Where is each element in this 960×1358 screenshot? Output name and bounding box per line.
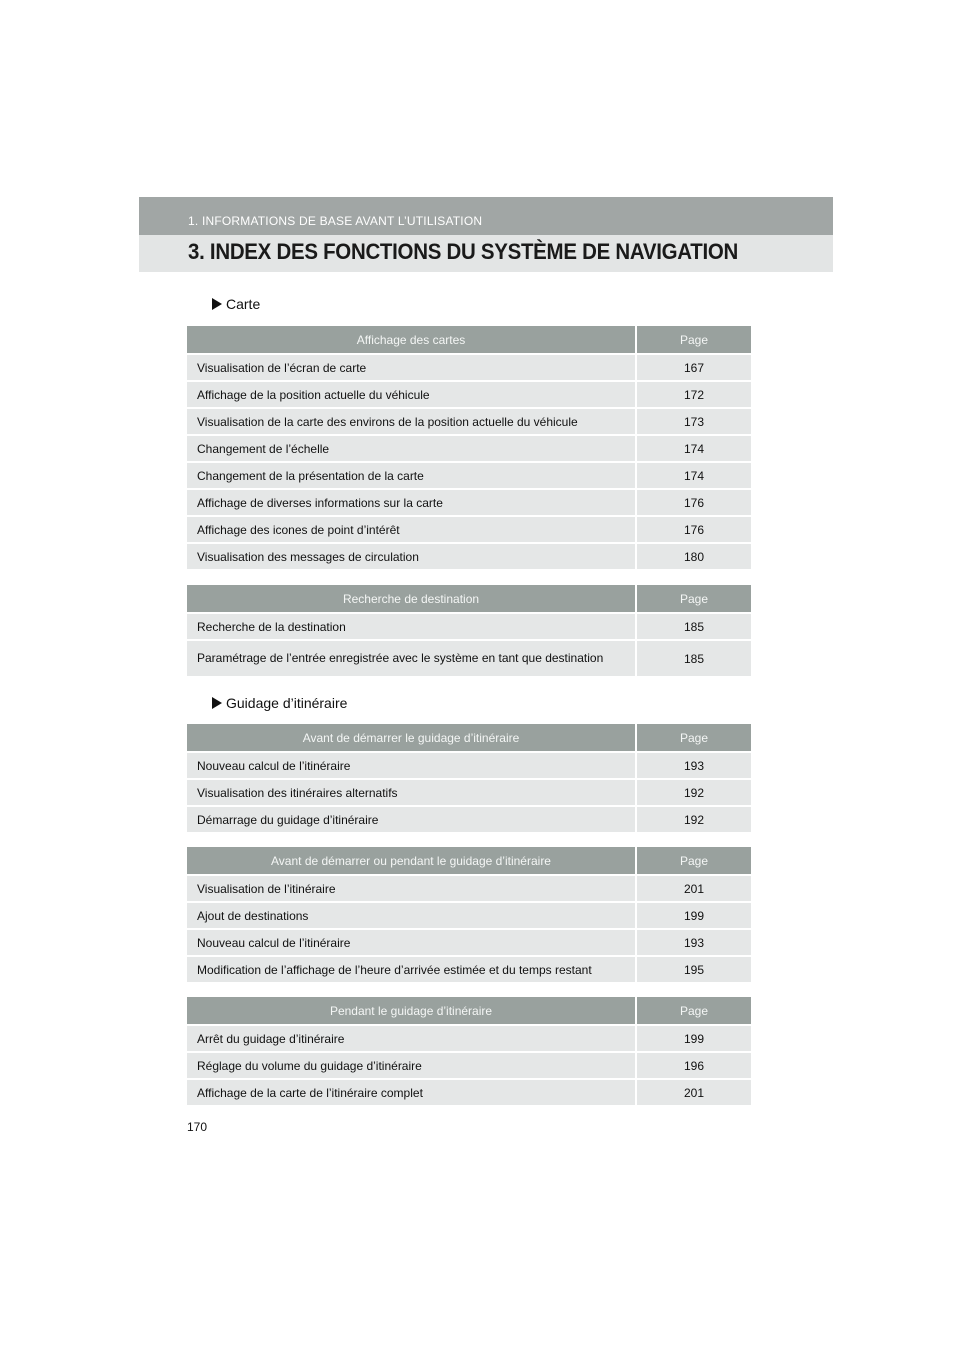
row-label: Nouveau calcul de l’itinéraire — [187, 928, 635, 955]
row-page: 193 — [635, 751, 751, 778]
row-page: 196 — [635, 1051, 751, 1078]
breadcrumb: 1. INFORMATIONS DE BASE AVANT L’UTILISATION — [188, 214, 483, 228]
row-label: Changement de l’échelle — [187, 434, 635, 461]
row-label: Affichage de diverses informations sur la carte — [187, 488, 635, 515]
row-page: 173 — [635, 407, 751, 434]
section-heading-label: Guidage d’itinéraire — [226, 695, 348, 711]
row-page: 195 — [635, 955, 751, 982]
table-avant-ou-pendant — [187, 847, 751, 982]
arrow-right-icon — [212, 697, 222, 709]
chapter-header — [139, 197, 833, 272]
row-label: Modification de l’affichage de l’heure d’arrivée estimée et du temps restant — [187, 955, 635, 982]
row-label: Visualisation de l’itinéraire — [187, 874, 635, 901]
page-number: 170 — [187, 1120, 208, 1134]
table-row — [187, 407, 751, 434]
row-page: 176 — [635, 488, 751, 515]
row-page: 201 — [635, 1078, 751, 1105]
row-page: 193 — [635, 928, 751, 955]
table-header-page: Page — [635, 847, 751, 874]
table-row — [187, 1051, 751, 1078]
table-header-page: Page — [635, 724, 751, 751]
row-label: Démarrage du guidage d’itinéraire — [187, 805, 635, 832]
table-avant-demarrer — [187, 724, 751, 832]
row-label: Nouveau calcul de l’itinéraire — [187, 751, 635, 778]
row-page: 174 — [635, 434, 751, 461]
row-page: 201 — [635, 874, 751, 901]
table-row — [187, 955, 751, 982]
row-label: Visualisation de l’écran de carte — [187, 353, 635, 380]
table-header-page: Page — [635, 326, 751, 353]
row-page: 172 — [635, 380, 751, 407]
row-page: 192 — [635, 778, 751, 805]
row-label: Paramétrage de l’entrée enregistrée avec le système en tant que destination — [187, 639, 635, 676]
table-header-page: Page — [635, 997, 751, 1024]
row-page: 167 — [635, 353, 751, 380]
row-label: Ajout de destinations — [187, 901, 635, 928]
section-heading-guidage — [212, 695, 347, 711]
table-affichage-cartes — [187, 326, 751, 569]
table-header-label: Pendant le guidage d’itinéraire — [187, 997, 635, 1024]
table-row — [187, 928, 751, 955]
page-title: 3. INDEX DES FONCTIONS DU SYSTÈME DE NAVIGATION — [188, 239, 738, 264]
table-row — [187, 612, 751, 639]
row-page: 199 — [635, 901, 751, 928]
row-label: Affichage des icones de point d’intérêt — [187, 515, 635, 542]
table-row — [187, 542, 751, 569]
row-label: Affichage de la carte de l’itinéraire complet — [187, 1078, 635, 1105]
table-header-label: Recherche de destination — [187, 585, 635, 612]
table-row — [187, 874, 751, 901]
section-heading-carte — [212, 296, 260, 312]
table-row — [187, 1024, 751, 1051]
table-row — [187, 461, 751, 488]
table-pendant — [187, 997, 751, 1105]
row-page: 199 — [635, 1024, 751, 1051]
row-page: 180 — [635, 542, 751, 569]
table-header-label: Affichage des cartes — [187, 326, 635, 353]
arrow-right-icon — [212, 298, 222, 310]
row-label: Changement de la présentation de la carte — [187, 461, 635, 488]
row-label: Visualisation des messages de circulation — [187, 542, 635, 569]
chapter-bar — [139, 197, 833, 235]
table-row — [187, 901, 751, 928]
table-header-page: Page — [635, 585, 751, 612]
table-row — [187, 639, 751, 676]
table-row — [187, 805, 751, 832]
table-row — [187, 380, 751, 407]
row-page: 176 — [635, 515, 751, 542]
section-heading-label: Carte — [226, 296, 261, 312]
table-row — [187, 1078, 751, 1105]
table-header-label: Avant de démarrer ou pendant le guidage d’itinéraire — [187, 847, 635, 874]
row-label: Arrêt du guidage d’itinéraire — [187, 1024, 635, 1051]
row-label: Visualisation de la carte des environs de la position actuelle du véhicule — [187, 407, 635, 434]
table-row — [187, 778, 751, 805]
table-row — [187, 434, 751, 461]
table-recherche-destination — [187, 585, 751, 676]
row-label: Visualisation des itinéraires alternatifs — [187, 778, 635, 805]
table-row — [187, 751, 751, 778]
row-page: 185 — [635, 639, 751, 676]
row-label: Recherche de la destination — [187, 612, 635, 639]
row-label: Affichage de la position actuelle du véhicule — [187, 380, 635, 407]
row-page: 192 — [635, 805, 751, 832]
row-page: 185 — [635, 612, 751, 639]
row-page: 174 — [635, 461, 751, 488]
table-row — [187, 488, 751, 515]
table-row — [187, 353, 751, 380]
table-row — [187, 515, 751, 542]
table-header-label: Avant de démarrer le guidage d’itinéraire — [187, 724, 635, 751]
row-label: Réglage du volume du guidage d’itinéraire — [187, 1051, 635, 1078]
